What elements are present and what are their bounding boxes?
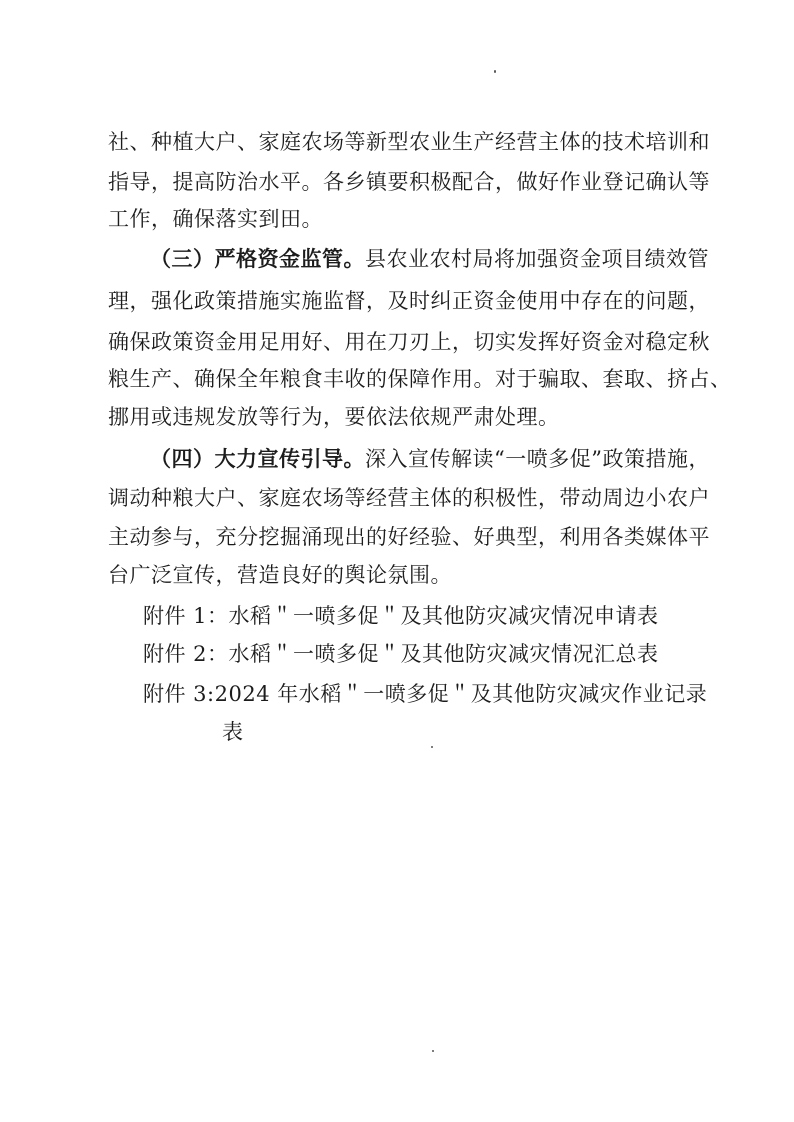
- section-heading-funds: （三）严格资金监管。: [150, 246, 365, 271]
- paragraph-3-line-1: [150, 440, 710, 478]
- paragraph-2-line-5: 挪用或违规发放等行为，要依法依规严肃处理。: [108, 405, 560, 429]
- paragraph-2-line-1-text: 县农业农村局将加强资金项目绩效管: [365, 247, 709, 271]
- paragraph-2-line-1: [150, 240, 709, 278]
- paragraph-2-line-3: 确保政策资金用足用好、用在刀刃上，切实发挥好资金对稳定秋: [108, 330, 710, 354]
- scan-speck: [494, 70, 496, 73]
- scan-speck: [431, 746, 433, 748]
- section-heading-publicity: （四）大力宣传引导。: [150, 446, 365, 471]
- paragraph-2-line-2: 理，强化政策措施实施监督，及时纠正资金使用中存在的问题，: [108, 289, 710, 313]
- attachment-3: 附件 3:2024 年水稻＂一喷多促＂及其他防灾减灾作业记录: [143, 682, 708, 706]
- paragraph-2-line-4: 粮生产、确保全年粮食丰收的保障作用。对于骗取、套取、挤占、: [108, 367, 732, 391]
- paragraph-3-line-2: 调动种粮大户、家庭农场等经营主体的积极性，带动周边小农户: [108, 486, 710, 510]
- paragraph-1-line-2: 指导，提高防治水平。各乡镇要积极配合，做好作业登记确认等: [108, 170, 710, 194]
- attachment-2: 附件 2：水稻＂一喷多促＂及其他防灾减灾情况汇总表: [143, 642, 659, 666]
- paragraph-3-line-1-text: 深入宣传解读“一喷多促”政策措施，: [365, 447, 710, 471]
- paragraph-3-line-4: 台广泛宣传，营造良好的舆论氛围。: [108, 563, 452, 587]
- attachment-1: 附件 1：水稻＂一喷多促＂及其他防灾减灾情况申请表: [143, 604, 659, 628]
- scan-speck: [432, 1050, 434, 1052]
- paragraph-3-line-3: 主动参与，充分挖掘涌现出的好经验、好典型，利用各类媒体平: [108, 525, 710, 549]
- paragraph-1-line-3: 工作，确保落实到田。: [108, 207, 323, 231]
- paragraph-1-line-1: 社、种植大户、家庭农场等新型农业生产经营主体的技术培训和: [108, 130, 710, 154]
- attachment-3-continuation: 表: [222, 720, 244, 744]
